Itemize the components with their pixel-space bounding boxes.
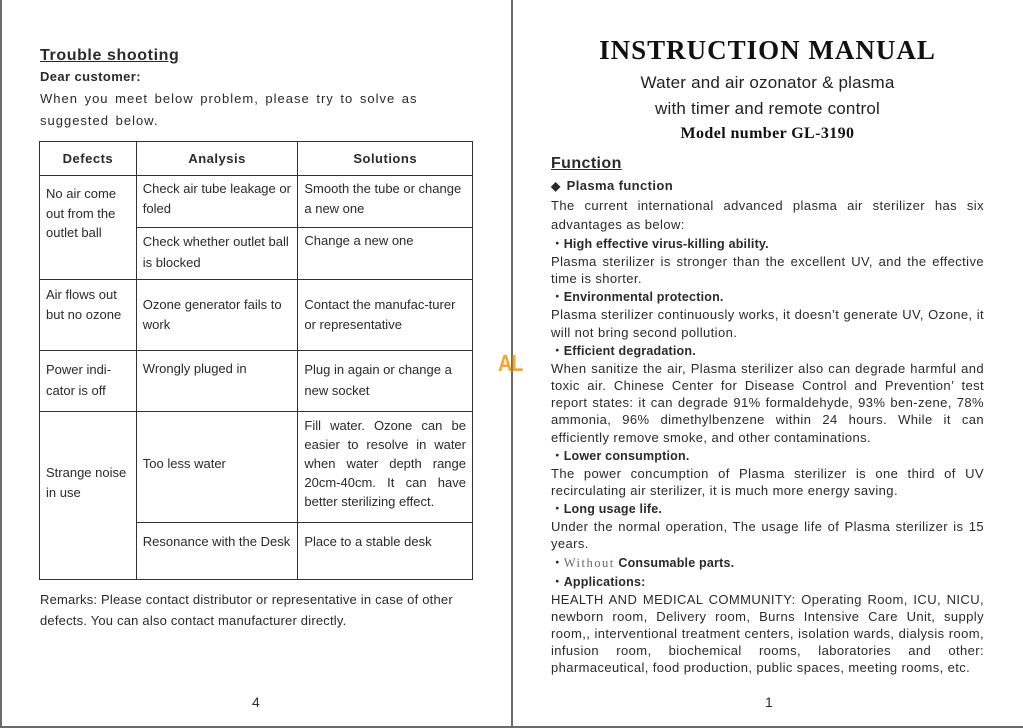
page-left-border: [0, 0, 2, 728]
applications-heading-text: Applications:: [563, 574, 646, 589]
greeting: Dear customer:: [40, 69, 141, 84]
dot-bullet-icon: ・: [551, 448, 564, 463]
right-page: [551, 30, 984, 677]
without-heading-text: Consumable parts.: [618, 555, 735, 570]
applications-heading: [551, 573, 984, 591]
header-analysis: Analysis: [136, 142, 298, 176]
without-prefix: Without: [563, 555, 615, 570]
subtitle-line-2: with timer and remote control: [655, 99, 880, 118]
left-page: [40, 44, 472, 132]
defect-text: Air flows out but no ozone: [46, 287, 122, 322]
advantage-text: When sanitize the air, Plasma sterilizer also can degrade harmful and toxic air. Chinese Center for Disease Control and Prevention’ test report states: it can degrade 91% formaldehyde, 93% ben-zene, 78% ammonia, 96% dimethylbenzene within 24 hours. While it can efficiently remove smoke, and other contaminations.: [551, 360, 984, 445]
page-number-left: 4: [252, 694, 260, 710]
dot-bullet-icon: ・: [551, 555, 564, 570]
dot-bullet-icon: ・: [551, 502, 564, 517]
advantage-item: [551, 235, 984, 287]
dot-bullet-icon: ・: [551, 574, 564, 589]
solution-text: Contact the manufac-turer or representative: [304, 297, 456, 332]
trouble-shooting-title: Trouble shooting: [40, 47, 180, 64]
defect-text: Strange noise in use: [46, 465, 127, 500]
function-title: Function: [551, 155, 622, 172]
trouble-shooting-table: [39, 141, 473, 580]
defect-text: Power indi-cator is off: [46, 362, 112, 398]
subtitle-line-1: Water and air ozonator & plasma: [640, 73, 895, 92]
remarks-text: Remarks: Please contact distributor or representative in case of other defects. You can also contact manufacturer directly.: [40, 592, 453, 628]
analysis-cell: [136, 523, 298, 580]
intro-text: When you meet below problem, please try to solve as suggested below.: [40, 91, 418, 128]
solution-cell: [298, 523, 473, 580]
analysis-text: Ozone generator fails to work: [142, 297, 282, 332]
advantage-item: [551, 342, 984, 446]
advantage-item: [551, 500, 984, 552]
solution-text: Smooth the tube or change a new one: [304, 181, 462, 216]
table-header-row: [40, 142, 473, 176]
defect-cell: [40, 412, 137, 580]
dot-bullet-icon: ・: [551, 343, 564, 358]
manual-title: INSTRUCTION MANUAL: [599, 35, 936, 65]
advantage-heading: [551, 447, 984, 465]
analysis-cell: [136, 176, 298, 228]
advantage-heading: [551, 342, 984, 360]
solution-text: Change a new one: [304, 233, 414, 248]
analysis-text: Check whether outlet ball is blocked: [142, 234, 289, 270]
advantage-item: [551, 288, 984, 340]
analysis-cell: [136, 351, 298, 412]
solution-text: Plug in again or change a new socket: [304, 362, 452, 398]
without-consumables-heading: [551, 554, 984, 572]
table-row: [40, 412, 473, 523]
table-row: [40, 351, 473, 412]
diamond-bullet-icon: ◆: [551, 179, 561, 193]
analysis-cell: [136, 228, 298, 280]
advantage-heading: [551, 235, 984, 253]
defect-cell: [40, 351, 137, 412]
analysis-text: Too less water: [142, 456, 226, 471]
dot-bullet-icon: ・: [551, 237, 564, 251]
analysis-text: Resonance with the Desk: [142, 534, 291, 549]
solution-cell: [298, 228, 473, 280]
analysis-cell: [136, 412, 298, 523]
advantage-heading-text: Environmental protection.: [563, 290, 724, 305]
header-solutions: Solutions: [298, 142, 473, 176]
analysis-cell: [136, 280, 298, 351]
applications-text: HEALTH AND MEDICAL COMMUNITY: Operating Room, ICU, NICU, newborn room, Delivery room, Burns Intensive Care Unit, supply room,, interventional treatment centers, isolation wards, dialysis room, infusion room, biochemical rooms, laboratories and other: pharmaceutical, food production, public spaces, meeting rooms, etc.: [551, 591, 984, 676]
advantage-heading-text: Long usage life.: [563, 502, 663, 517]
advantage-item: [551, 447, 984, 499]
solution-text: Fill water. Ozone can be easier to resolve in water when water depth range 20cm-40cm. It can have better sterilizing effect.: [304, 418, 466, 509]
analysis-text: Wrongly pluged in: [142, 361, 247, 376]
advantage-text: Plasma sterilizer is stronger than the excellent UV, and the effective time is shorter.: [551, 254, 984, 287]
table-row: [40, 280, 473, 351]
defect-cell: [40, 176, 137, 280]
dot-bullet-icon: ・: [551, 290, 564, 305]
solution-text: Place to a stable desk: [304, 534, 432, 549]
advantage-heading-text: Lower consumption.: [563, 448, 690, 463]
table-row: [40, 176, 473, 228]
advantage-heading-text: Efficient degradation.: [563, 343, 696, 358]
advantage-text: Plasma sterilizer continuously works, it doesn’t generate UV, Ozone, it will not bring second pollution.: [551, 307, 984, 340]
watermark-logo: AL: [498, 350, 523, 376]
advantage-heading-text: High effective virus-killing ability.: [563, 237, 769, 251]
solution-cell: [298, 176, 473, 228]
header-defects: Defects: [40, 142, 137, 176]
solution-cell: [298, 351, 473, 412]
plasma-function-heading: [551, 176, 984, 196]
defect-text: No air come out from the outlet ball: [46, 186, 117, 240]
solution-cell: [298, 412, 473, 523]
page-number-right: 1: [765, 694, 773, 710]
advantage-text: The power concumption of Plasma sterilizer is one third of UV recirculating air sterilizer, it is much more energy saving.: [551, 465, 984, 499]
model-number: Model number GL-3190: [680, 125, 855, 142]
analysis-text: Check air tube leakage or foled: [142, 181, 291, 216]
plasma-intro: The current international advanced plasma air sterilizer has six advantages as below:: [551, 198, 984, 232]
defect-cell: [40, 280, 137, 351]
advantage-heading: [551, 500, 984, 518]
solution-cell: [298, 280, 473, 351]
advantage-text: Under the normal operation, The usage life of Plasma sterilizer is 15 years.: [551, 519, 984, 552]
advantage-heading: [551, 288, 984, 306]
plasma-function-label: Plasma function: [566, 178, 674, 193]
